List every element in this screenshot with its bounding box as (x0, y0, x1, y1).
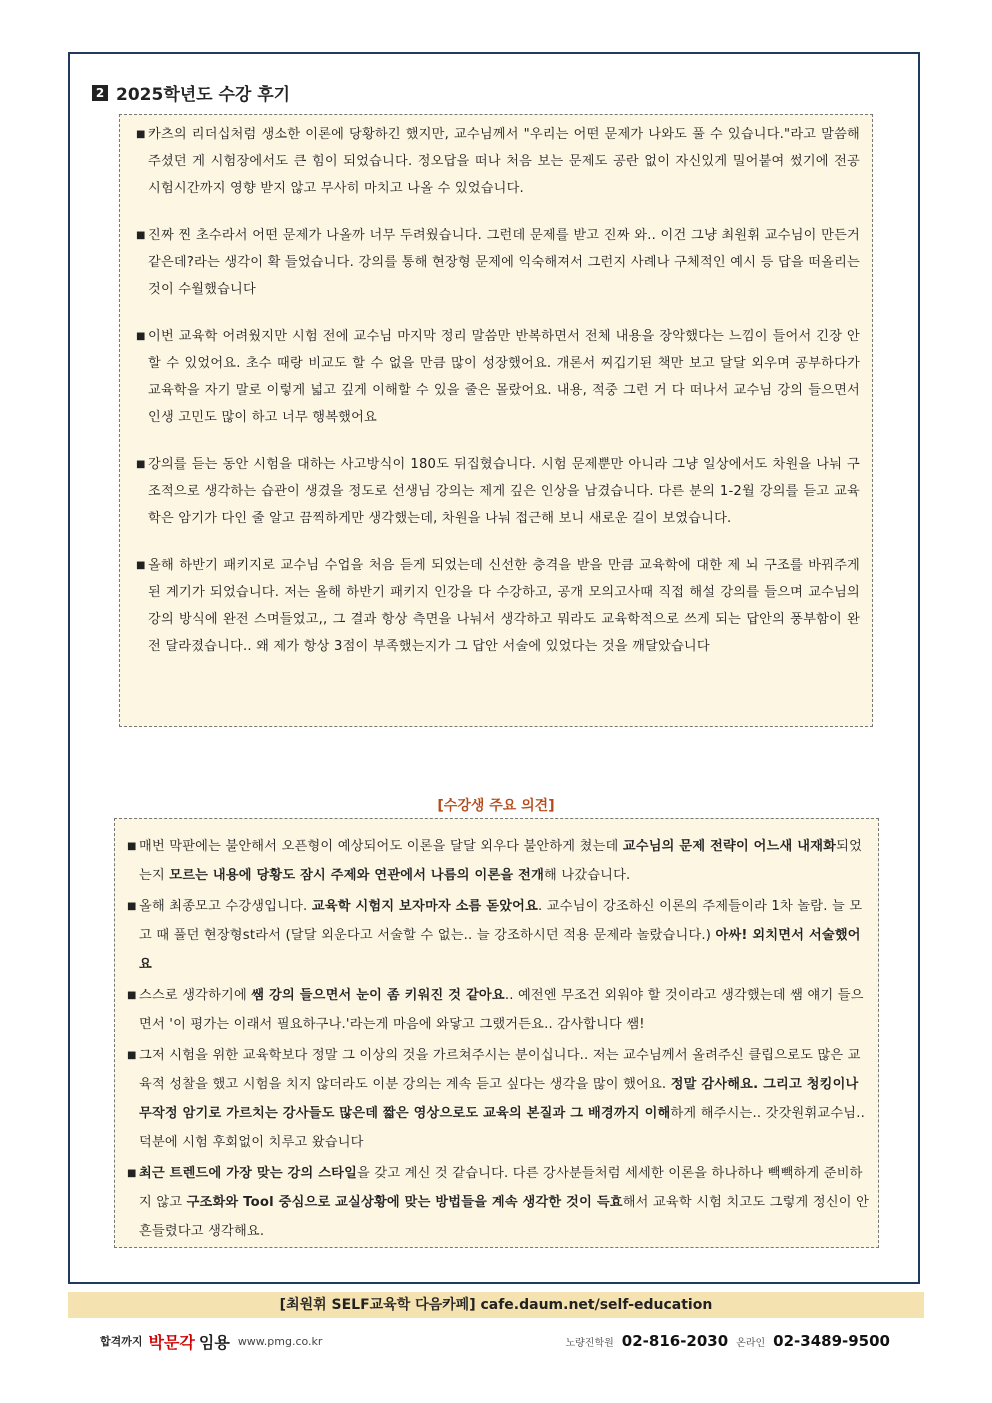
square-bullet-icon: ■ (127, 841, 137, 852)
review-text: 올해 하반기 패키지로 교수님 수업을 처음 듣게 되었는데 신선한 충격을 받을 만큼 교육학에 대한 제 뇌 구조를 바꿔주게 된 계기가 되었습니다. 저는 올해 하반기 패키지 인강을 다 수강하고, 공개 모의고사때 직접 해설 강의를 들으며 교수님의 강의 방식에 완전 스며들었고,, 그 결과 항상 측면을 나눠서 생각하고 뭐라도 교육학적으로 쓰게 되는 답안의 풍부함이 완전 달라졌습니다.. 왜 제가 항상 3점이 부족했는지가 그 답안 서술에 있었다는 것을 깨달았습니다 (148, 558, 860, 654)
review-item (136, 222, 860, 303)
review-item (136, 121, 860, 202)
square-bullet-icon: ■ (136, 331, 146, 342)
footer (100, 1327, 890, 1355)
square-bullet-icon: ■ (127, 901, 137, 912)
opinion-item (127, 1041, 870, 1157)
square-bullet-icon: ■ (136, 459, 146, 470)
square-bullet-icon: ■ (136, 129, 146, 140)
offline-phone: 02-816-2030 (621, 1332, 729, 1350)
review-item (136, 323, 860, 431)
opinion-text: 스스로 생각하기에 쌤 강의 들으면서 눈이 좀 키워진 것 같아요.. 예전엔 무조건 외워야 할 것이라고 생각했는데 쌤 얘기 들으면서 '이 평가는 이래서 필요하구나.'라는게 마음에 와닿고 그랬거든요.. 감사합니다 쌤! (139, 988, 864, 1032)
opinion-item (127, 1159, 870, 1246)
online-phone: 02-3489-9500 (773, 1332, 890, 1350)
review-text: 진짜 찐 초수라서 어떤 문제가 나올까 너무 두려웠습니다. 그런데 문제를 받고 진짜 와.. 이건 그냥 최원휘 교수님이 만든거 같은데?라는 생각이 확 들었습니다. 강의를 통해 현장형 문제에 익숙해져서 그런지 사례나 구체적인 예시 등 답을 떠올리는 것이 수월했습니다 (148, 228, 860, 297)
opinion-text: 그저 시험을 위한 교육학보다 정말 그 이상의 것을 가르쳐주시는 분이십니다.. 저는 교수님께서 올려주신 클립으로도 많은 교육적 성찰을 했고 시험을 치지 않더라도 이분 강의는 계속 듣고 싶다는 생각을 많이 했어요. 정말 감사해요. 그리고 청킹이나 무작정 암기로 가르치는 강사들도 많은데 짧은 영상으로도 교육의 본질과 그 배경까지 이해하게 해주시는.. 갓갓원휘교수님.. 덕분에 시험 후회없이 치루고 왔습니다 (139, 1048, 866, 1150)
contacts (565, 1332, 890, 1350)
opinion-item (127, 832, 870, 890)
square-bullet-icon: ■ (127, 1168, 137, 1179)
square-bullet-icon: ■ (136, 230, 146, 241)
brand-suffix: 임용 (198, 1332, 230, 1352)
brand-prefix: 합격까지 (100, 1335, 143, 1348)
square-bullet-icon: ■ (136, 560, 146, 571)
square-bullet-icon: ■ (127, 1050, 137, 1061)
section-number-badge: 2 (92, 85, 108, 101)
opinions-box (114, 818, 879, 1248)
website-link[interactable]: www.pmg.co.kr (237, 1334, 323, 1348)
online-label: 온라인 (736, 1337, 766, 1349)
review-item (136, 552, 860, 660)
section-title-text: 2025학년도 수강 후기 (116, 85, 291, 105)
opinion-text: 매번 막판에는 불안해서 오픈형이 예상되어도 이론을 달달 외우다 불안하게 쳤는데 교수님의 문제 전략이 어느새 내재화되었는지 모르는 내용에 당황도 잠시 주제와 연관에서 나름의 이론을 전개해 나갔습니다. (139, 839, 863, 883)
offline-label: 노량진학원 (565, 1337, 614, 1349)
square-bullet-icon: ■ (127, 990, 137, 1001)
review-text: 카츠의 리더십처럼 생소한 이론에 당황하긴 했지만, 교수님께서 "우리는 어떤 문제가 나와도 풀 수 있습니다."라고 말씀해 주셨던 게 시험장에서도 큰 힘이 되었습니다. 정오답을 떠나 처음 보는 문제도 공란 없이 자신있게 밀어붙여 썼기에 전공 시험시간까지 영향 받지 않고 무사히 마치고 나올 수 있었습니다. (148, 127, 860, 196)
brand-logo: 박문각 (148, 1332, 195, 1352)
section-title (92, 80, 290, 105)
review-text: 강의를 듣는 동안 시험을 대하는 사고방식이 180도 뒤집혔습니다. 시험 문제뿐만 아니라 그냥 일상에서도 차원을 나눠 구조적으로 생각하는 습관이 생겼을 정도로 선생님 강의는 제게 깊은 인상을 남겼습니다. 다른 분의 1-2월 강의를 듣고 교육학은 암기가 다인 줄 알고 끔찍하게만 생각했는데, 차원을 나눠 접근해 보니 새로운 길이 보였습니다. (148, 457, 860, 526)
cafe-banner[interactable]: [최원휘 SELF교육학 다음카페] cafe.daum.net/self-education (68, 1292, 924, 1318)
opinion-item (127, 892, 870, 979)
reviews-box (119, 114, 873, 727)
review-text: 이번 교육학 어려웠지만 시험 전에 교수님 마지막 정리 말씀만 반복하면서 전체 내용을 장악했다는 느낌이 들어서 긴장 안 할 수 있었어요. 초수 때랑 비교도 할 수 없을 만큼 많이 성장했어요. 개론서 찌깁기된 책만 보고 달달 외우며 공부하다가 교육학을 자기 말로 이렇게 넓고 깊게 이해할 수 있을 줄은 몰랐어요. 내용, 적중 그런 거 다 떠나서 교수님 강의 들으면서 인생 고민도 많이 하고 너무 행복했어요 (148, 329, 860, 425)
opinion-item (127, 981, 870, 1039)
opinion-text: 최근 트렌드에 가장 맞는 강의 스타일을 갖고 계신 것 같습니다. 다른 강사분들처럼 세세한 이론을 하나하나 빽빽하게 준비하지 않고 구조화와 Tool 중심으로 교실상황에 맞는 방법들을 계속 생각한 것이 득효해서 교육학 시험 치고도 그렇게 정신이 안 흔들렸다고 생각해요. (139, 1166, 870, 1239)
review-item (136, 451, 860, 532)
opinions-heading: [수강생 주요 의견] (437, 798, 555, 814)
opinion-text: 올해 최종모고 수강생입니다. 교육학 시험지 보자마자 소름 돋았어요. 교수님이 강조하신 이론의 주제들이라 1차 놀람. 늘 모고 때 풀던 현장형st라서 (달달 외운다고 서술할 수 없는.. 늘 강조하시던 적용 문제라 놀랐습니다.) 아싸! 외치면서 서술했어요 (139, 899, 863, 972)
